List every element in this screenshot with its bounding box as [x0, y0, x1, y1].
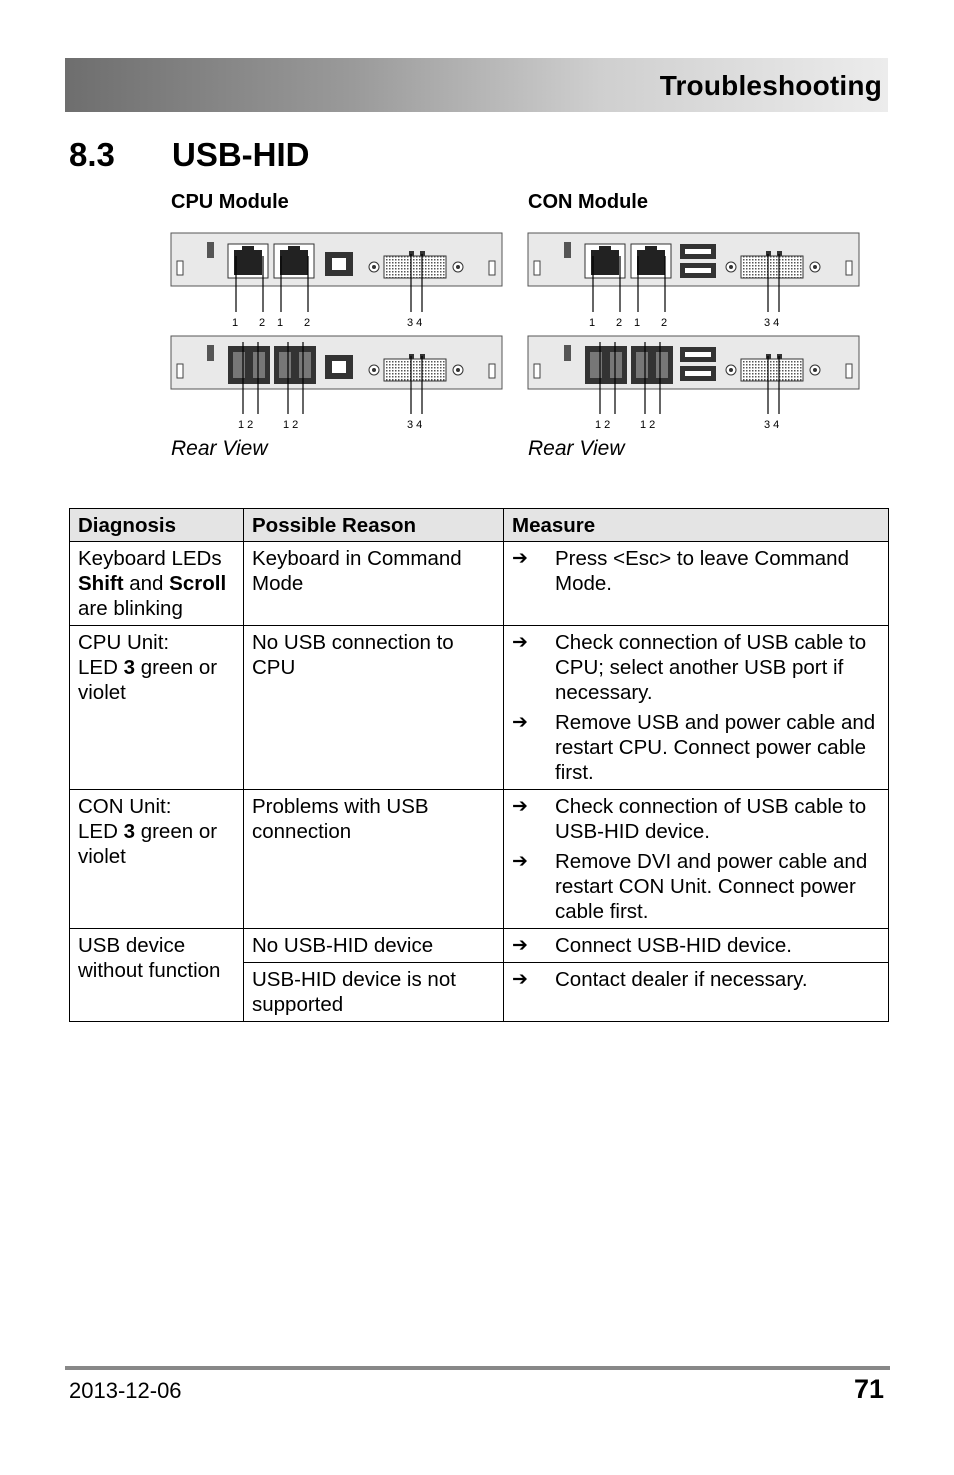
table-row [70, 542, 889, 626]
header-diagnosis: Diagnosis [70, 509, 244, 542]
arrow-right-icon: ➔ [512, 851, 528, 872]
header-bar [65, 58, 888, 112]
fiber-port-icon [585, 346, 627, 384]
section-number: 8.3 [69, 136, 115, 173]
con-panel-copper [528, 233, 859, 312]
led-number: 1 2 [238, 419, 254, 431]
measure-cell [504, 790, 889, 929]
diagnosis-cell: CPU Unit: LED 3 green or violet [70, 626, 244, 790]
led-number: 1 2 [283, 419, 299, 431]
cpu-rear-view-label: Rear View [171, 437, 268, 460]
reason-cell: No USB connection to CPU [244, 626, 504, 790]
cpu-module-diagram [170, 232, 504, 432]
arrow-right-icon: ➔ [512, 969, 528, 990]
led-number: 1 [232, 317, 239, 329]
led-number: 1 2 [595, 419, 611, 431]
measure-cell [504, 542, 889, 626]
fiber-port-icon [274, 346, 316, 384]
measure-item: ➔ Remove USB and power cable and restart CPU. Connect power cable first. [512, 711, 876, 784]
led-number: 2 [259, 317, 266, 329]
usb-b-port-icon [325, 355, 353, 379]
led-number: 1 [634, 317, 641, 329]
led-number: 3 4 [407, 419, 423, 431]
measure-item: ➔ Check connection of USB cable to USB-HID device. [512, 795, 867, 843]
section-title: USB-HID [172, 136, 310, 173]
page-number: 71 [853, 1374, 884, 1404]
led-number: 1 2 [640, 419, 656, 431]
led-number: 2 [304, 317, 311, 329]
rj45-port-icon [585, 244, 625, 278]
con-module-diagram [527, 232, 861, 432]
measure-cell [504, 929, 889, 963]
chapter-title: Troubleshooting [659, 70, 882, 101]
led-number: 1 [277, 317, 284, 329]
section-heading [69, 136, 310, 174]
con-module-label: CON Module [528, 191, 648, 213]
troubleshooting-table [69, 508, 889, 1022]
arrow-right-icon: ➔ [512, 632, 528, 653]
header-possible-reason: Possible Reason [244, 509, 504, 542]
diagnosis-cell: USB device without function [70, 929, 244, 1022]
diagnosis-cell: CON Unit: LED 3 green or violet [70, 790, 244, 929]
table-row [70, 790, 889, 929]
reason-cell: No USB-HID device [244, 929, 504, 963]
con-rear-view-label: Rear View [528, 437, 625, 460]
measure-item: ➔ Connect USB-HID device. [512, 934, 792, 957]
cpu-panel-fiber [171, 336, 502, 414]
usb-b-port-icon [325, 252, 353, 276]
footer-divider [65, 1366, 890, 1370]
footer-date: 2013-12-06 [69, 1378, 182, 1403]
measure-item: ➔ Remove DVI and power cable and restart CON Unit. Connect power cable first. [512, 850, 868, 923]
measure-item: ➔ Press <Esc> to leave Command Mode. [512, 547, 849, 595]
arrow-right-icon: ➔ [512, 712, 528, 733]
reason-cell: Problems with USB connection [244, 790, 504, 929]
arrow-right-icon: ➔ [512, 935, 528, 956]
led-number: 3 4 [764, 419, 780, 431]
cpu-panel-copper [171, 233, 502, 312]
rj45-port-icon [228, 244, 268, 278]
fiber-port-icon [631, 346, 673, 384]
cpu-module-label: CPU Module [171, 191, 289, 213]
table-row [70, 626, 889, 790]
measure-item: ➔ Check connection of USB cable to CPU; select another USB port if necessary. [512, 631, 867, 704]
header-measure: Measure [504, 509, 889, 542]
diagnosis-cell: Keyboard LEDs Shift and Scroll are blinking [70, 542, 244, 626]
measure-cell [504, 626, 889, 790]
table-header-row [70, 509, 889, 542]
led-number: 3 4 [764, 317, 780, 329]
measure-cell [504, 963, 889, 1022]
con-panel-fiber [528, 336, 859, 414]
led-number: 2 [616, 317, 623, 329]
reason-cell: USB-HID device is not supported [244, 963, 504, 1022]
arrow-right-icon: ➔ [512, 548, 528, 569]
led-number: 3 4 [407, 317, 423, 329]
led-number: 1 [589, 317, 596, 329]
led-number: 2 [661, 317, 668, 329]
reason-cell: Keyboard in Command Mode [244, 542, 504, 626]
table-row [70, 929, 889, 963]
arrow-right-icon: ➔ [512, 796, 528, 817]
measure-item: ➔ Contact dealer if necessary. [512, 968, 808, 991]
fiber-port-icon [228, 346, 270, 384]
